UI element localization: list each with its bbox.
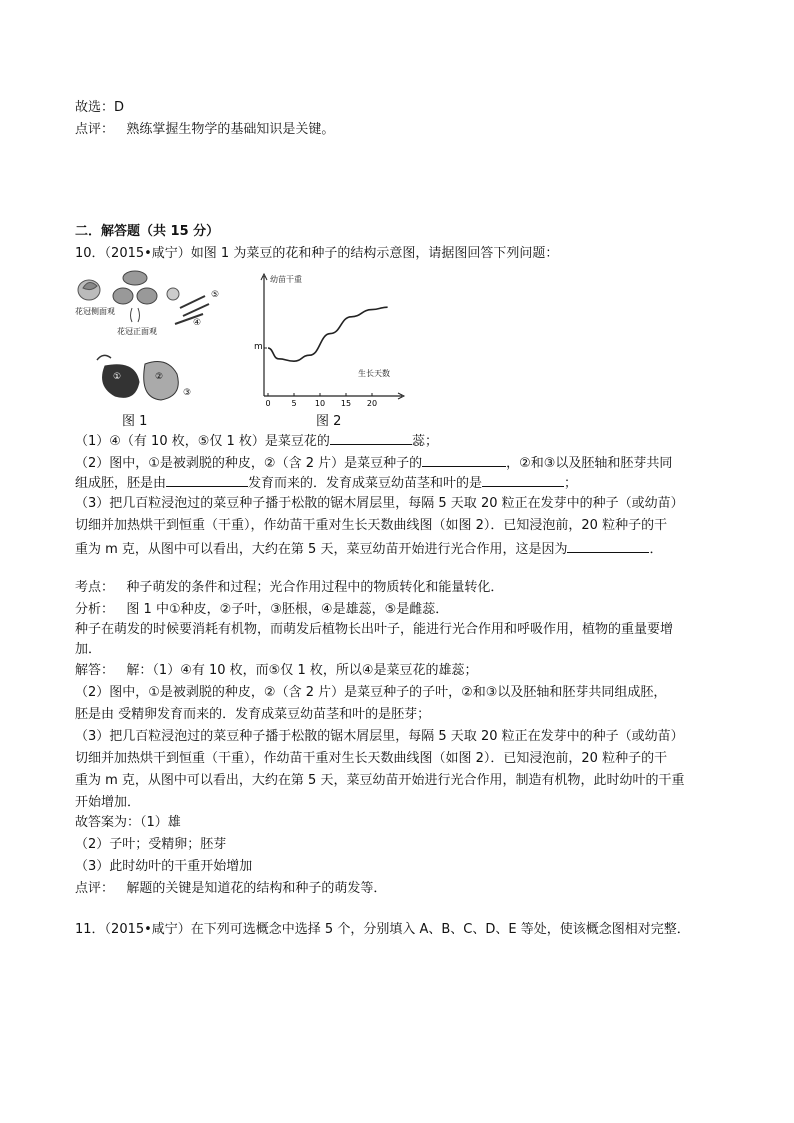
x-tick-label-20: 20 — [366, 399, 378, 408]
q11-stem: 11．（2015•咸宁）在下列可选概念中选择 5 个，分别填入 A、B、C、D、E 等处，使该概念图相对完整． — [75, 922, 690, 937]
x-tick-label-10: 10 — [314, 399, 326, 408]
figure-1-caption: 图 1 — [122, 414, 148, 429]
num-2: ② — [155, 372, 164, 382]
blank-1 — [330, 430, 412, 445]
figure-2-caption: 图 2 — [316, 414, 342, 429]
jieda-4: （3）把几百粒浸泡过的菜豆种子播于松散的锯木屑层里，每隔 5 天取 20 粒正在发芽中的种子（或幼苗） — [75, 729, 684, 744]
q10-sub1: （1）④（有 10 枚，⑤仅 1 枚）是菜豆花的 蕊； — [75, 430, 438, 452]
kaodian: 考点： 种子萌发的条件和过程；光合作用过程中的物质转化和能量转化． — [75, 580, 504, 595]
q10-sub3-b: 切细并加热烘干到恒重（干重），作幼苗干重对生长天数曲线图（如图 2）．已知浸泡前，20 粒种子的干 — [75, 518, 668, 533]
fenxi-2: 种子在萌发的时候要消耗有机物，而萌发后植物长出叶子，能进行光合作用和呼吸作用，植物的重量要增 — [75, 622, 674, 637]
top-comment: 点评： 熟练掌握生物学的基础知识是关键。 — [75, 122, 335, 137]
answer-line: 故选：D — [75, 100, 125, 115]
blank-5 — [567, 538, 649, 553]
jieda-1: 解答： 解：（1）④有 10 枚，而⑤仅 1 枚，所以④是菜豆花的雄蕊； — [75, 663, 478, 678]
answer-2: （2）子叶；受精卵；胚芽 — [75, 837, 227, 852]
num-4: ④ — [193, 318, 202, 328]
jieda-5: 切细并加热烘干到恒重（干重），作幼苗干重对生长天数曲线图（如图 2）．已知浸泡前，20 粒种子的干 — [75, 751, 668, 766]
q10-sub3-a: （3）把几百粒浸泡过的菜豆种子播于松散的锯木屑层里，每隔 5 天取 20 粒正在发芽中的种子（或幼苗） — [75, 496, 684, 511]
blank-4 — [482, 472, 564, 487]
blank-3 — [166, 472, 248, 487]
x-tick-label-15: 15 — [340, 399, 352, 408]
q10-sub2-cont: 组成胚，胚是由 发育而来的．发育成菜豆幼苗茎和叶的是 ； — [75, 472, 577, 494]
dry-weight-chart — [252, 268, 412, 410]
q10-stem: 10．（2015•咸宁）如图 1 为菜豆的花和种子的结构示意图，请据图回答下列问题： — [75, 246, 559, 261]
jieda-3: 胚是由 受精卵发育而来的．发育成菜豆幼苗茎和叶的是胚芽； — [75, 707, 431, 722]
y-label: 幼苗干重 — [270, 275, 302, 284]
figure-2 — [252, 268, 412, 410]
num-5: ⑤ — [211, 290, 220, 300]
num-3: ③ — [183, 388, 192, 398]
jieda-6: 重为 m 克，从图中可以看出，大约在第 5 天，菜豆幼苗开始进行光合作用，制造有机物，此时幼叶的干重 — [75, 773, 685, 788]
fenxi-1: 分析： 图 1 中①种皮，②子叶，③胚根，④是雄蕊，⑤是雌蕊． — [75, 602, 449, 617]
jieda-7: 开始增加． — [75, 795, 141, 810]
section-title: 二．解答题（共 15 分） — [75, 224, 220, 239]
figure-1 — [75, 268, 223, 410]
num-1: ① — [113, 372, 122, 382]
x-tick-label-5: 5 — [291, 399, 297, 408]
label-front-view: 花冠正面观 — [117, 327, 157, 336]
x-tick-label-0: 0 — [265, 399, 271, 408]
q10-comment: 点评： 解题的关键是知道花的结构和种子的萌发等． — [75, 881, 387, 896]
q10-sub2: （2）图中，①是被剥脱的种皮，②（含 2 片）是菜豆种子的 ，②和③以及胚轴和胚芽共同 — [75, 452, 672, 474]
m-label: m — [254, 342, 263, 352]
fenxi-3: 加． — [75, 642, 102, 657]
jieda-2: （2）图中，①是被剥脱的种皮，②（含 2 片）是菜豆种子的子叶，②和③以及胚轴和胚芽共同组成胚， — [75, 685, 667, 700]
answer-3: （3）此时幼叶的干重开始增加 — [75, 859, 253, 874]
label-side-view: 花冠侧面观 — [75, 307, 115, 316]
x-label: 生长天数 — [358, 369, 390, 378]
growth-curve — [268, 307, 388, 361]
answer-1: 故答案为：（1）雄 — [75, 815, 181, 830]
flower-seed-illustration — [75, 268, 223, 410]
q10-sub3-c: 重为 m 克，从图中可以看出，大约在第 5 天，菜豆幼苗开始进行光合作用，这是因为 ． — [75, 538, 662, 560]
blank-2 — [422, 452, 506, 467]
